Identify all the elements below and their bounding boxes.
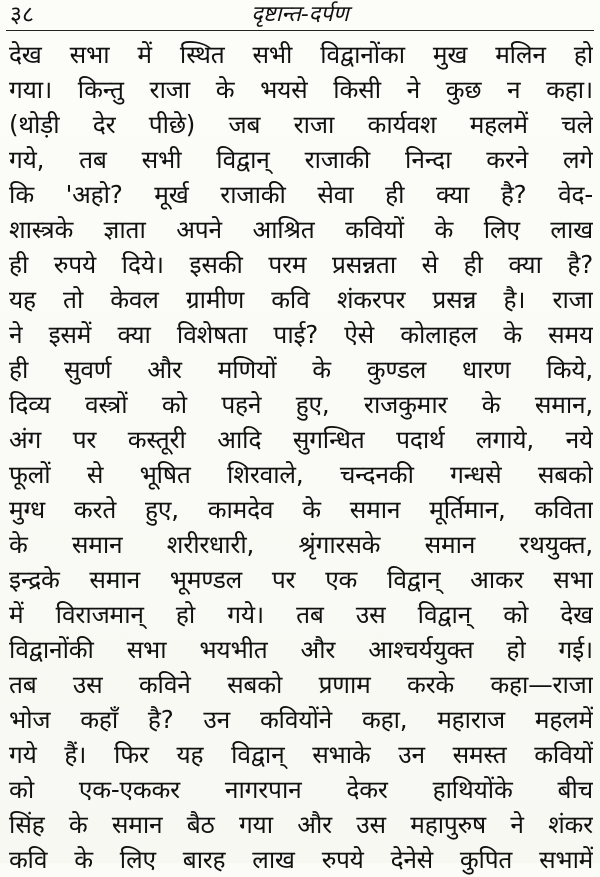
text-line: ही रुपये दिये। इसकी परम प्रसन्नता से ही क्या है? xyxy=(9,250,593,279)
header-rule xyxy=(6,30,594,31)
text-line: (थोड़ी देर पीछे) जब राजा कार्यवश महलमें चले xyxy=(9,110,593,139)
text-line: यह तो केवल ग्रामीण कवि शंकरपर प्रसन्न है। राजा xyxy=(9,285,593,314)
text-line: मुग्ध करते हुए, कामदेव के समान मूर्तिमान, कविता xyxy=(9,495,593,524)
text-line: को एक-एककर नागरपान देकर हाथियोंके बीच xyxy=(9,775,593,804)
text-line: ही सुवर्ण और मणियों के कुण्डल धारण किये, xyxy=(9,355,593,384)
text-line: अंग पर कस्तूरी आदि सुगन्धित पदार्थ लगाये, नये xyxy=(9,425,593,454)
text-line: सिंह के समान बैठ गया और उस महापुरुष ने शंकर xyxy=(9,810,593,839)
text-line: गये, तब सभी विद्वान् राजाकी निन्दा करने लगे xyxy=(9,145,593,174)
page-header xyxy=(0,0,600,34)
text-line: शास्त्रके ज्ञाता अपने आश्रित कवियों के लिए लाख xyxy=(9,215,593,244)
text-line: कवि के लिए बारह लाख रुपये देनेसे कुपित सभामें xyxy=(9,845,593,874)
running-title: दृष्टान्त-दर्पण xyxy=(251,2,349,27)
text-line: इन्द्रके समान भूमण्डल पर एक विद्वान् आकर सभा xyxy=(9,565,593,594)
page-body xyxy=(9,37,593,877)
text-line: तब उस कविने सबको प्रणाम करके कहा—राजा xyxy=(9,670,593,699)
text-line: देख सभा में स्थित सभी विद्वानोंका मुख मलिन हो xyxy=(9,40,593,69)
text-line: के समान शरीरधारी, श्रृंगारसके समान रथयुक्त, xyxy=(9,530,593,559)
text-line: फूलों से भूषित शिरवाले, चन्दनकी गन्धसे सबको xyxy=(9,460,593,489)
text-line: ने इसमें क्या विशेषता पाई? ऐसे कोलाहल के समय xyxy=(9,320,593,349)
text-line: भोज कहाँ है? उन कवियोंने कहा, महाराज महलमें xyxy=(9,705,593,734)
text-line: गये हैं। फिर यह विद्वान् सभाके उन समस्त कवियों xyxy=(9,740,593,769)
text-line: गया। किन्तु राजा के भयसे किसी ने कुछ न कहा। xyxy=(9,75,593,104)
text-line: विद्वानोंकी सभा भयभीत और आश्चर्ययुक्त हो गई। xyxy=(9,635,593,664)
text-line: में विराजमान् हो गये। तब उस विद्वान् को देख xyxy=(9,600,593,629)
text-line: कि 'अहो? मूर्ख राजाकी सेवा ही क्या है? वेद- xyxy=(9,180,593,209)
page-number: ३८ xyxy=(10,2,34,28)
text-line: दिव्य वस्त्रों को पहने हुए, राजकुमार के समान, xyxy=(9,390,593,419)
